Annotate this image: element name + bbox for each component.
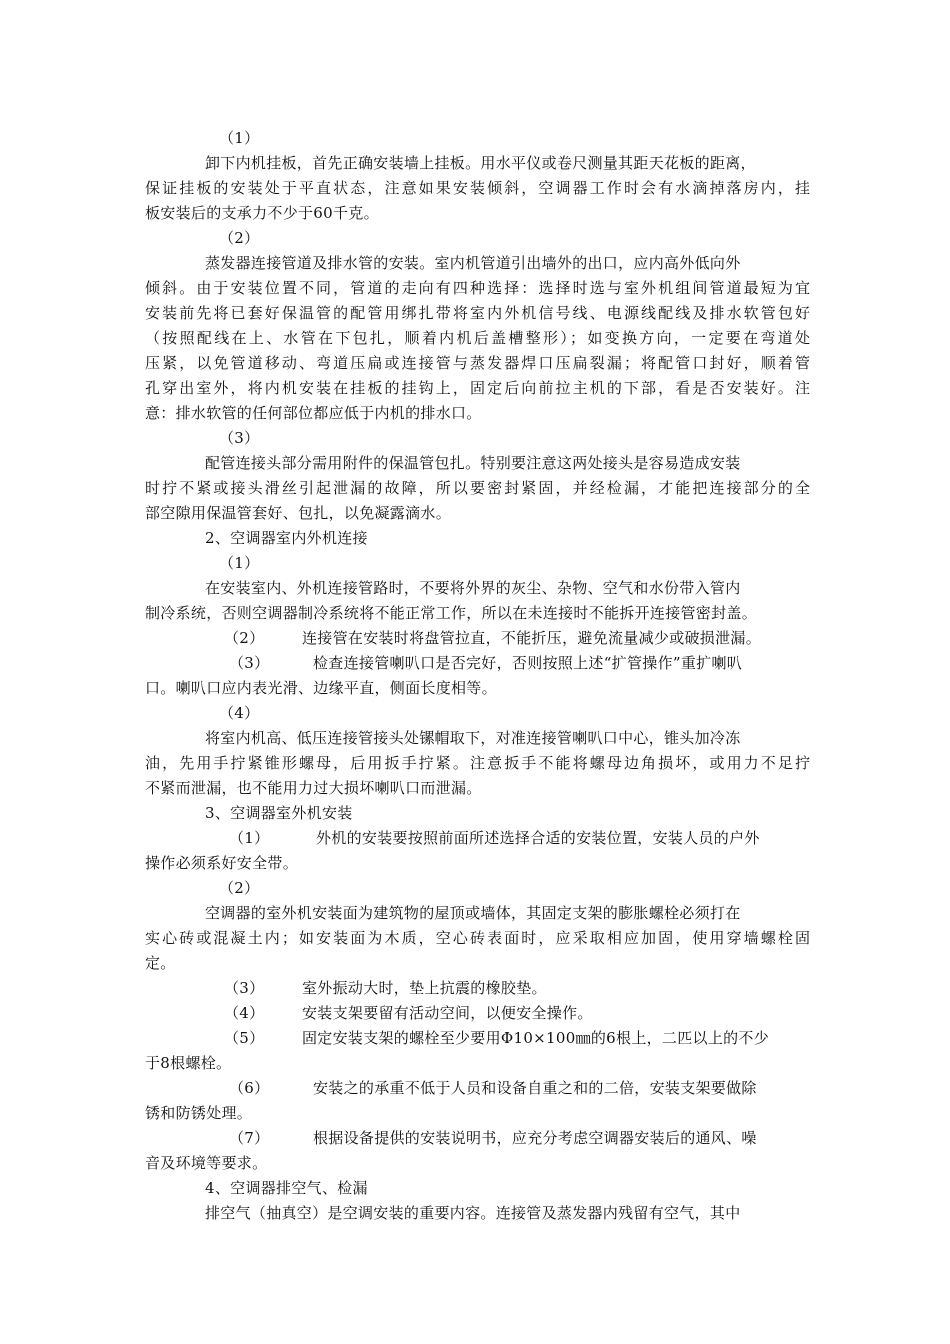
paragraph-line: 意：排水软管的任何部位都应低于内机的排水口。 [145,404,482,422]
paragraph-line: 在安装室内、外机连接管路时，不要将外界的灰尘、杂物、空气和水份带入管内 [205,579,741,597]
paragraph-line: 不紧而泄漏，也不能用力过大损坏喇叭口而泄漏。 [145,779,482,797]
section-heading: 3、空调器室外机安装 [205,804,353,822]
paragraph-line: 锈和防锈处理。 [145,1104,253,1122]
paragraph-line: （按照配线在上、水管在下包扎，顺着内机后盖槽整形）；如变换方向，一定要在弯道处 [145,329,810,347]
paragraph-line: 卸下内机挂板，首先正确安装墙上挂板。用水平仪或卷尺测量其距天花板的距离， [205,154,756,172]
section-heading: 2、空调器室内外机连接 [205,529,368,547]
item-marker: （1） [219,129,260,147]
item-marker: （2） [219,229,260,247]
paragraph-line: 空调器的室外机安装面为建筑物的屋顶或墙体，其固定支架的膨胀螺栓必须打在 [205,904,741,922]
item-marker: （6） [229,1079,270,1097]
paragraph-line: 音及环境等要求。 [145,1154,268,1172]
paragraph-line: 板安装后的支承力不少于60千克。 [145,204,379,222]
paragraph-line: 制冷系统，否则空调器制冷系统将不能正常工作，所以在未连接时不能拆开连接管密封盖。 [145,604,758,622]
paragraph-line: 配管连接头部分需用附件的保温管包扎。特别要注意这两处接头是容易造成安装 [205,454,741,472]
item-marker: （2） [219,879,260,897]
paragraph-line: 部空隙用保温管套好、包扎，以免凝露滴水。 [145,504,452,522]
paragraph-line: 排空气（抽真空）是空调安装的重要内容。连接管及蒸发器内残留有空气，其中 [205,1204,741,1222]
paragraph-line: 口。喇叭口应内表光滑、边缘平直，侧面长度相等。 [145,679,497,697]
paragraph-line: 检查连接管喇叭口是否完好，否则按照上述“扩管操作”重扩喇叭 [313,654,743,672]
paragraph-line: 油，先用手拧紧锥形螺母，后用扳手拧紧。注意扳手不能将螺母边角损坏，或用力不足拧 [145,754,810,772]
paragraph-line: 安装支架要留有活动空间，以便安全操作。 [302,1004,593,1022]
item-marker: （4） [224,1004,265,1022]
paragraph-line: 时拧不紧或接头滑丝引起泄漏的故障，所以要密封紧固，并经检漏，才能把连接部分的全 [145,479,810,497]
paragraph-line: 孔穿出室外，将内机安装在挂板的挂钩上，固定后向前拉主机的下部，看是否安装好。注 [145,379,810,397]
paragraph-line: 根据设备提供的安装说明书，应充分考虑空调器安装后的通风、噪 [313,1129,757,1147]
paragraph-line: 定。 [145,954,176,972]
paragraph-line: 将室内机高、低压连接管接头处镙帽取下，对准连接管喇叭口中心，锥头加冷冻 [205,729,741,747]
item-marker: （3） [229,654,270,672]
paragraph-line: 实心砖或混凝土内；如安装面为木质，空心砖表面时，应采取相应加固，使用穿墙螺栓固 [145,929,810,947]
paragraph-line: 蒸发器连接管道及排水管的安装。室内机管道引出墙外的出口，应内高外低向外 [205,254,741,272]
item-marker: （1） [229,829,270,847]
paragraph-line: 外机的安装要按照前面所述选择合适的安装位置，安装人员的户外 [316,829,760,847]
item-marker: （4） [219,704,260,722]
item-marker: （3） [219,429,260,447]
paragraph-line: 固定安装支架的螺栓至少要用Φ10×100㎜的6根上，二匹以上的不少 [302,1029,770,1047]
paragraph-line: 安装之的承重不低于人员和设备自重之和的二倍，安装支架要做除 [313,1079,757,1097]
paragraph-line: 压紧，以免管道移动、弯道压扁或连接管与蒸发器焊口压扁裂漏；将配管口封好，顺着管 [145,354,810,372]
paragraph-line: 于8根螺栓。 [145,1054,232,1072]
paragraph-line: 室外振动大时，垫上抗震的橡胶垫。 [302,979,547,997]
item-marker: （7） [229,1129,270,1147]
paragraph-line: 保证挂板的安装处于平直状态，注意如果安装倾斜，空调器工作时会有水滴掉落房内，挂 [145,179,810,197]
item-marker: （3） [224,979,265,997]
paragraph-line: 倾斜。由于安装位置不同，管道的走向有四种选择：选择时选与室外机组间管道最短为宜 [145,279,810,297]
paragraph-line: 连接管在安装时将盘管拉直，不能折压，避免流量减少或破损泄漏。 [302,629,762,647]
item-marker: （1） [219,554,260,572]
item-marker: （2） [224,629,265,647]
paragraph-line: 操作必须系好安全带。 [145,854,299,872]
paragraph-line: 安装前先将已套好保温管的配管用绑扎带将室内外机信号线、电源线配线及排水软管包好 [145,304,810,322]
item-marker: （5） [224,1029,265,1047]
section-heading: 4、空调器排空气、检漏 [205,1179,368,1197]
